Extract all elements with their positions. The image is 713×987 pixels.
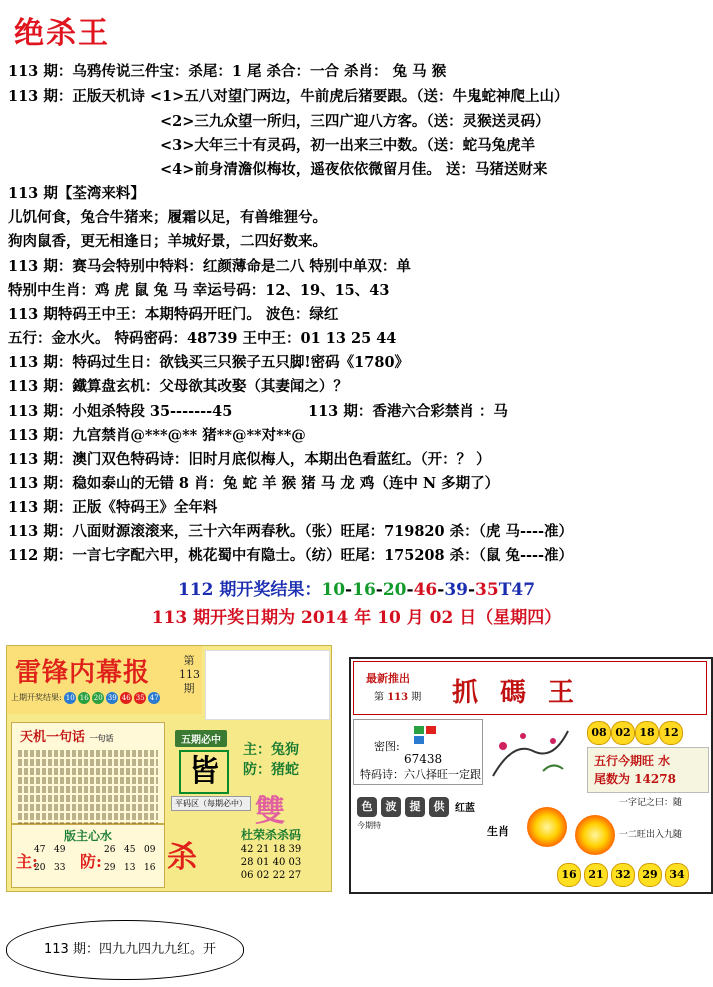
erwang-text: 一二旺出入九随 <box>619 830 683 840</box>
line: <4>前身清澹似梅妆，遥夜依依微留月佳。 送：马猪送财来 <box>160 161 548 178</box>
strip-ball: 16 <box>79 694 89 702</box>
zhu-zodiac: 主：兔狗 <box>243 742 299 758</box>
jie-box: 皆 <box>179 750 229 794</box>
jinqi-label: 今期特 <box>357 821 381 830</box>
line: 113 期：稳如泰山的无错 8 肖：兔 蛇 羊 猴 猪 马 龙 鸡（连中 N 多期了） <box>8 475 500 492</box>
mima-num: 67438 <box>404 752 443 766</box>
draw-date: 113 期开奖日期为 2014 年 10 月 02 日（星期四） <box>151 608 562 628</box>
ball: 16 <box>557 863 581 887</box>
zhu-num: 20 <box>34 863 46 873</box>
fang-num: 13 <box>124 863 136 873</box>
ball: 32 <box>611 863 635 887</box>
banzhu-box <box>11 824 165 888</box>
result-num: 35 <box>475 580 499 600</box>
result-line: 112 期开奖结果：10-16-20-46-39-35T47 <box>177 580 536 600</box>
result-num: 46 <box>413 580 438 600</box>
result-num: 20 <box>382 580 407 600</box>
line-right: 113 期：香港六合彩禁肖 ：马 <box>308 403 508 420</box>
tab-gong: 供 <box>429 797 449 817</box>
mima-box <box>353 719 483 785</box>
sun-icon <box>527 807 567 847</box>
left-panel-issue: 第113期 <box>179 654 200 695</box>
sun-icon <box>575 815 615 855</box>
strip-label: 上期开奖结果: <box>11 693 62 702</box>
line: 113 期【荃湾来料】 <box>8 185 145 202</box>
zhu-num: 33 <box>54 863 66 873</box>
ball: 29 <box>638 863 662 887</box>
tab-ti: 提 <box>405 797 425 817</box>
result-num: 10 <box>321 580 346 600</box>
zodiac-picks <box>243 740 299 780</box>
line: 113 期：小姐杀特段 35-------45 <box>8 403 233 420</box>
strip-ball: 10 <box>65 694 75 702</box>
left-panel-title: 雷锋内幕报 <box>15 658 151 688</box>
bottom-balls <box>557 863 692 887</box>
line: 113 期：澳门双色特码诗：旧时月底似梅人，本期出色看蓝红。（开：？ ） <box>8 451 491 468</box>
mima-label: 密图: <box>374 740 400 753</box>
mima-block <box>414 736 424 744</box>
result-num: 39 <box>444 580 468 600</box>
ball: 21 <box>584 863 608 887</box>
tab-bo: 波 <box>381 797 401 817</box>
line: 113 期：九宫禁肖@***@** 猪**@**对**@ <box>8 427 306 444</box>
new-tag: 最新推出 <box>366 672 410 685</box>
ball: 02 <box>611 721 635 745</box>
strip-ball: 35 <box>135 694 145 702</box>
line: 113 期：八面财源滚滚来，三十六年两春秋。（张）旺尾：719820 杀：（虎 马----准） <box>8 523 574 540</box>
tab-se: 色 <box>357 797 377 817</box>
zhu-num: 47 <box>34 845 46 855</box>
mima-block <box>426 726 436 734</box>
duqi-heading: 杜荣杀杀码 <box>240 828 301 842</box>
right-issue: 第 113 期 <box>374 692 422 703</box>
yizi-text: 一字记之曰：随 <box>619 798 683 808</box>
bubble-text: 113 期：四九九四九九红。开 <box>44 942 216 957</box>
wuxing-text: 五行今期旺 水 <box>594 754 671 768</box>
mima-block <box>414 726 424 734</box>
fang-num: 26 <box>104 845 116 855</box>
line: 113 期：赛马会特别中特料：红颜薄命是二八 特别中单双：单 <box>8 258 411 275</box>
weishu-text: 尾数为 14278 <box>594 772 676 786</box>
right-panel <box>349 657 713 894</box>
ball: 08 <box>587 721 611 745</box>
blank-area <box>205 650 330 720</box>
line: 113 期：特码过生日：欲钱买三只猴子五只脚!密码《1780》 <box>8 354 410 371</box>
ball: 34 <box>665 863 689 887</box>
ball: 18 <box>635 721 659 745</box>
line: 113 期：乌鸦传说三件宝：杀尾：1 尾 杀合：一合 杀肖： 兔 马 猴 <box>8 63 447 80</box>
zhu-label: 主: <box>16 852 38 871</box>
ping-label: 平码区（每期必中） <box>171 796 251 811</box>
fang-num: 16 <box>144 863 156 873</box>
line: <3>大年三十有灵码，初一出来三中数。（送：蛇马兔虎羊 <box>160 137 536 154</box>
left-panel <box>6 645 332 892</box>
wuxing-box <box>587 747 709 793</box>
line: 113 期：正版天机诗 <1>五八对望门两边，牛前虎后猪要跟。（送：牛鬼蛇神爬上山） <box>8 88 569 105</box>
line: <2>三九众望一所归，三四广迎八方客。（送：灵猴送灵码） <box>160 113 550 130</box>
line: 狗肉鼠香，更无相逢日；羊城好景，二四好数来。 <box>8 233 327 250</box>
line: 特别中生肖：鸡 虎 鼠 兔 马 幸运号码：12、19、15、43 <box>8 282 390 299</box>
strip-ball: 20 <box>93 694 103 702</box>
painting <box>483 721 575 781</box>
strip-ball: 39 <box>107 694 117 702</box>
result-special: T47 <box>498 580 536 600</box>
line: 112 期：一言七字配六甲，桃花蜀中有隐士。（纺）旺尾：175208 杀：（鼠 兔----准） <box>8 547 574 564</box>
strip-ball: 46 <box>121 694 131 702</box>
right-panel-header <box>353 661 707 715</box>
fang-label: 防: <box>80 852 102 871</box>
line: 113 期：鐵算盘玄机：父母欲其改娶（其妻闻之）？ <box>8 378 348 395</box>
zhu-num: 49 <box>54 845 66 855</box>
fang-zodiac: 防：猪蛇 <box>243 762 299 778</box>
line: 113 期：正版《特码王》全年料 <box>8 499 218 516</box>
right-panel-title: 抓碼王 <box>452 678 597 708</box>
last-result-strip <box>11 692 201 706</box>
tema-poem: 特码诗：六八择旺一定跟 <box>360 768 481 781</box>
top-balls <box>587 721 705 745</box>
result-label: 112 期开奖结果： <box>177 580 322 600</box>
line: 五行：金水火。 特码密码：48739 王中王：01 13 25 44 <box>8 330 397 347</box>
line: 113 期特码王中王：本期特码开旺门。 波色：绿红 <box>8 306 339 323</box>
hongbo-label: 红蓝 <box>455 803 475 814</box>
tianji-heading: 天机一句话 一句话 <box>20 730 114 745</box>
fang-num: 09 <box>144 845 156 855</box>
tianji-rows <box>12 750 164 829</box>
shengxiao-label: 生肖 <box>487 825 509 838</box>
tianji-box <box>11 722 165 824</box>
sha-char: 杀 <box>167 840 197 875</box>
ball: 12 <box>659 721 683 745</box>
shuang-char: 雙 <box>255 794 285 829</box>
page-title: 绝杀王 <box>14 16 110 51</box>
banzhu-heading: 版主心水 <box>63 829 112 843</box>
line: 儿饥何食，兔合牛猪来；履霜以足，有兽维狸兮。 <box>8 209 327 226</box>
wuqi-badge: 五期必中 <box>175 730 227 747</box>
fang-num: 29 <box>104 863 116 873</box>
duqi-nums: 42 21 18 39 28 01 40 03 06 02 22 27 <box>240 844 302 881</box>
result-num: 16 <box>352 580 376 600</box>
strip-ball: 47 <box>149 694 159 702</box>
fang-num: 45 <box>124 845 136 855</box>
